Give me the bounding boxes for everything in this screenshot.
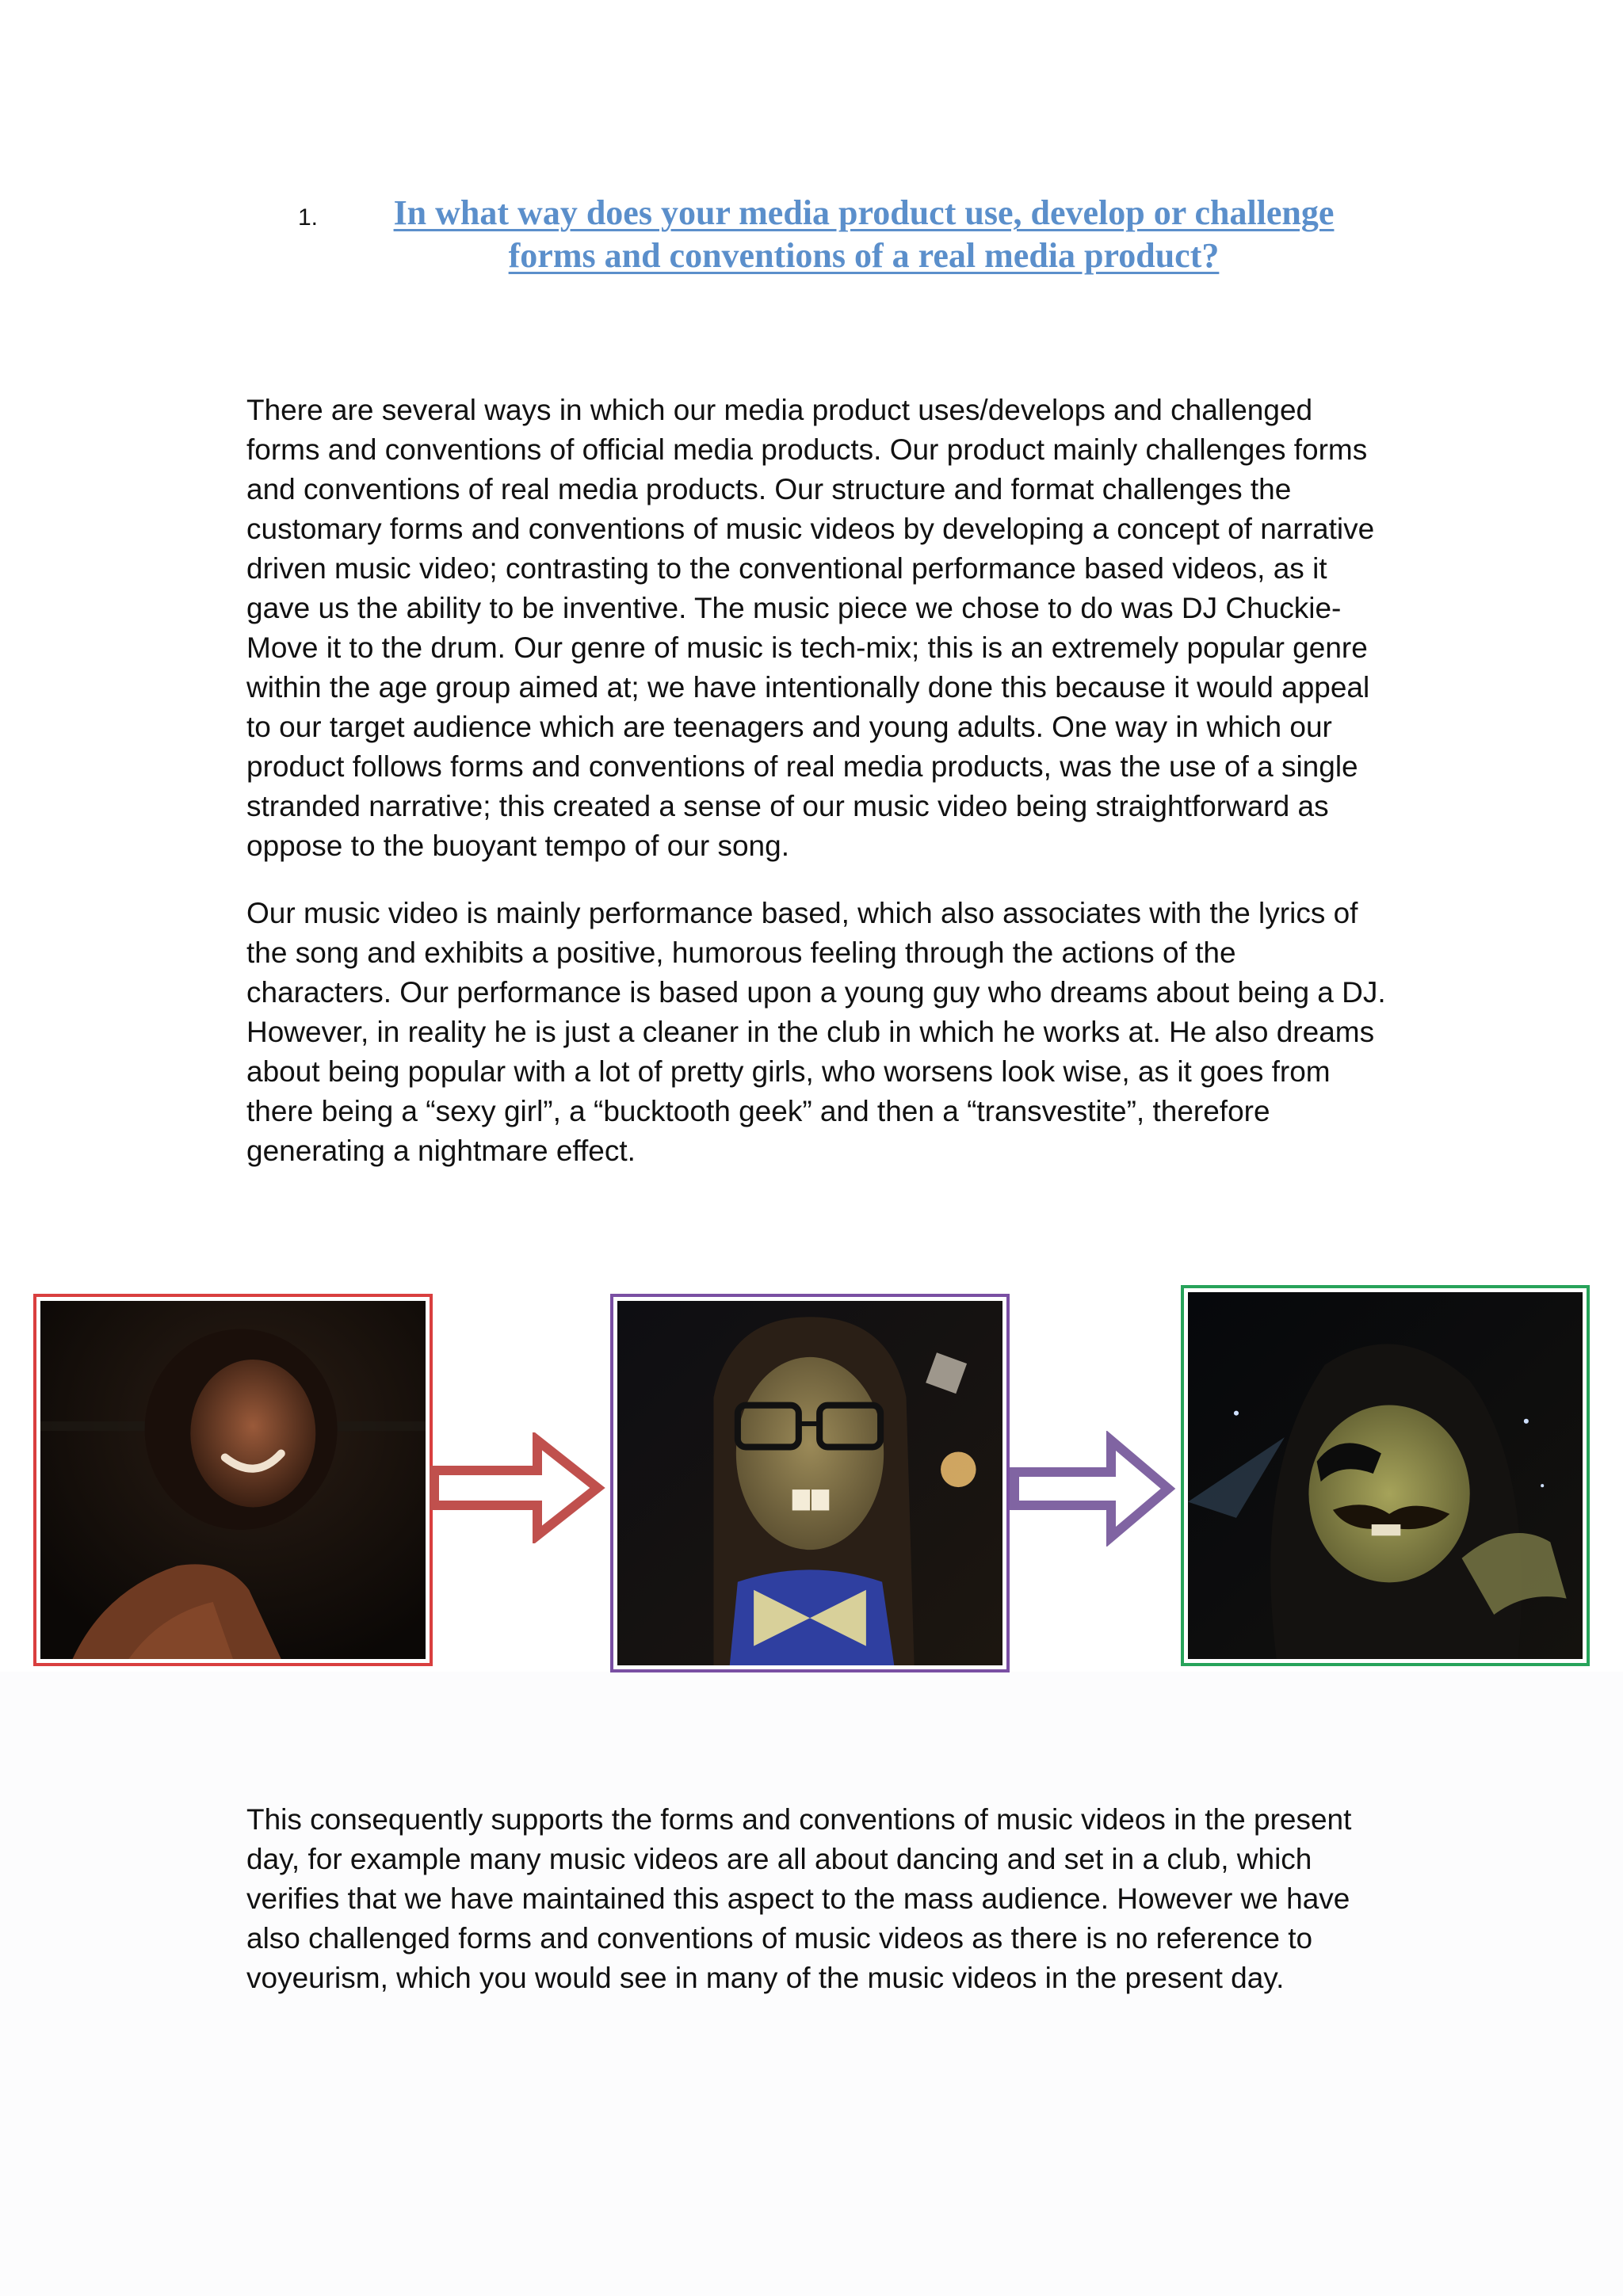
- paragraph-2: Our music video is mainly performance based, which also associates with the lyrics of the song and exhibits a positive, humorous feeling through the actions of the characters. Our performance is based upon a young guy who dreams about being a DJ. However, in reality he is just a cleaner in the club in which he works at. He also dreams about being popular with a lot of pretty girls, who worsens look wise, as it goes from there being a “sexy girl”, a “bucktooth geek” and then a “transvestite”, therefore generating a nightmare effect.: [246, 897, 1386, 1167]
- still-frame-3: [1181, 1285, 1590, 1666]
- video-still-transvestite: [1188, 1292, 1583, 1659]
- heading-number: 1.: [298, 204, 319, 231]
- still-frame-2: [610, 1294, 1010, 1672]
- right-arrow-icon: [1008, 1431, 1176, 1547]
- right-arrow-icon: [428, 1432, 607, 1543]
- still-frame-1: [33, 1294, 433, 1666]
- paragraph-1: There are several ways in which our media product uses/develops and challenged forms and conventions of official media products. Our product mainly challenges forms and conventions of real media products. Our structure and format challenges the customary forms and conventions of music videos by developing a concept of narrative driven music video; contrasting to the conventional performance based videos, as it gave us the ability to be inventive. The music piece we chose to do was DJ Chuckie- Move it to the drum. Our genre of music is tech-mix; this is an extremely popular genre within the age group aimed at; we have intentionally done this because it would appeal to our target audience which are teenagers and young adults. One way in which our product follows forms and conventions of real media products, was the use of a single stranded narrative; this created a sense of our music video being straightforward as oppose to the buoyant tempo of our song.: [246, 394, 1375, 862]
- video-still-sexy-girl: [40, 1301, 426, 1659]
- video-still-bucktooth-geek: [617, 1301, 1002, 1665]
- heading-title: In what way does your media product use, develop or challenge forms and conventions of a real media product?: [393, 193, 1335, 275]
- paragraph-3: This consequently supports the forms and conventions of music videos in the present day, for example many music videos are all about dancing and set in a club, which verifies that we have maintained this aspect to the mass audience. However we have also challenged forms and conventions of music videos as there is no reference to voyeurism, which you would see in many of the music videos in the present day.: [246, 1803, 1352, 1994]
